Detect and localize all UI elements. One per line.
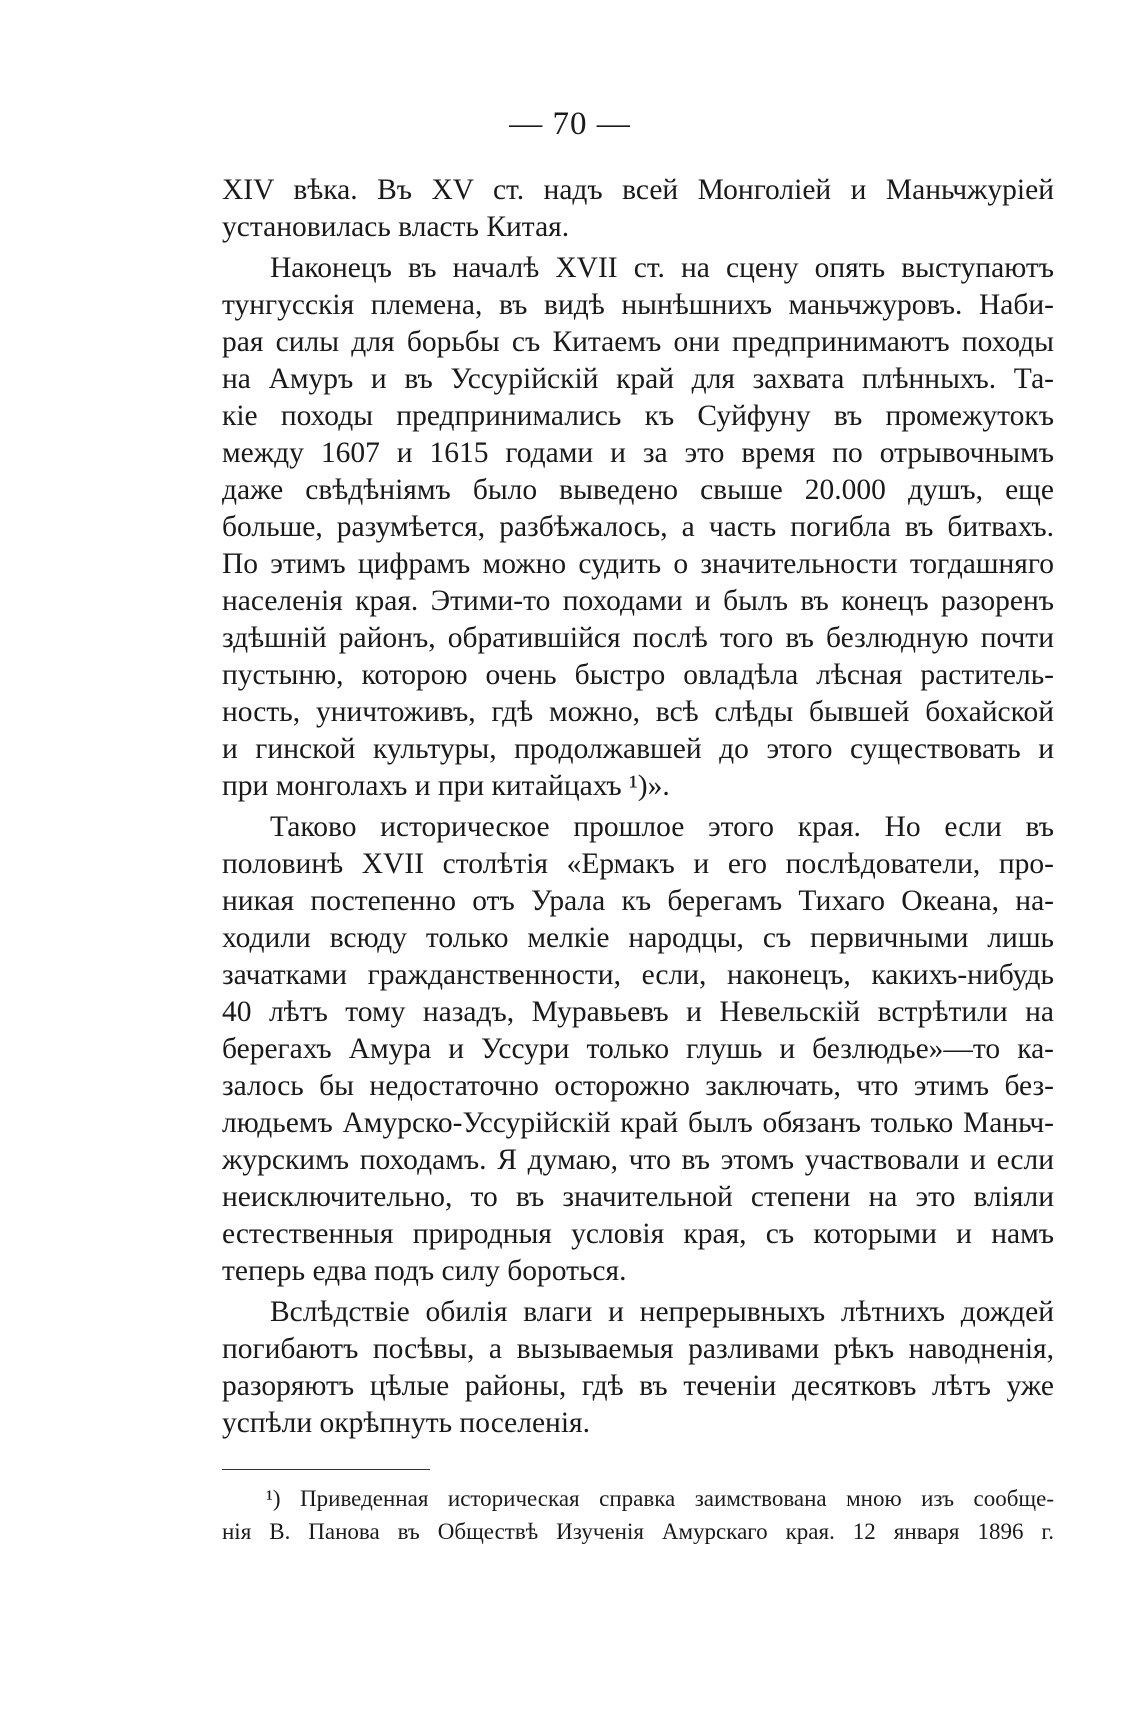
paragraph-1: [222, 172, 1054, 246]
text-line: журскимъ походамъ. Я думаю, что въ этомъ участвовали и если: [222, 1144, 1054, 1176]
text-line: ность, уничтоживъ, гдѣ можно, всѣ слѣды бывшей бохайской: [222, 696, 1054, 728]
text-line: на Амуръ и въ Уссурійскій край для захвата плѣнныхъ. Та-: [222, 363, 1054, 395]
text-line: естественныя природныя условія края, съ которыми и намъ: [222, 1218, 1054, 1250]
text-line: пустыню, которою очень быстро овладѣла лѣсная раститель-: [222, 659, 1054, 691]
text-line: при монголахъ и при китайцахъ ¹)».: [222, 770, 670, 802]
text-line: рая силы для борьбы съ Китаемъ они предпринимаютъ походы: [222, 326, 1054, 358]
text-line: людьемъ Амурско-Уссурійскій край былъ обязанъ только Маньч-: [222, 1107, 1054, 1139]
paragraph-2: [222, 250, 1054, 805]
text-line: населенія края. Этими-то походами и былъ въ конецъ разоренъ: [222, 585, 1054, 617]
text-line: даже свѣдѣніямъ было выведено свыше 20.000 душъ, еще: [222, 474, 1054, 506]
text-line: между 1607 и 1615 годами и за это время по отрывочнымъ: [222, 437, 1054, 469]
text-line: никая постепенно отъ Урала къ берегамъ Тихаго Океана, на-: [222, 885, 1054, 917]
text-line: установилась власть Китая.: [222, 211, 570, 243]
paragraph-3: [222, 809, 1054, 1290]
text-line: Наконецъ въ началѣ XVII ст. на сцену опять выступаютъ: [270, 252, 1054, 284]
text-line: и гинской культуры, продолжавшей до этого существовать и: [222, 733, 1054, 765]
text-line: ходили всюду только мелкіе народцы, съ первичными лишь: [222, 922, 1054, 954]
text-line: 40 лѣтъ тому назадъ, Муравьевъ и Невельскій встрѣтили на: [222, 996, 1054, 1028]
body-text: [222, 172, 1054, 1442]
text-line: неисключительно, то въ значительной степени на это вліяли: [222, 1181, 1054, 1213]
paragraph-4: [222, 1294, 1054, 1442]
footnote: [222, 1482, 1054, 1548]
text-line: Вслѣдствіе обилія влаги и непрерывныхъ лѣтнихъ дождей: [270, 1296, 1054, 1328]
text-line: залось бы недостаточно осторожно заключать, что этимъ без-: [222, 1070, 1054, 1102]
footnote-line: ¹) Приведенная историческая справка заимствована мною изъ сообще-: [266, 1486, 1054, 1511]
text-line: зачатками гражданственности, если, наконецъ, какихъ-нибудь: [222, 959, 1054, 991]
text-line: половинѣ XVII столѣтія «Ермакъ и его послѣдователи, про-: [222, 848, 1054, 880]
text-line: тунгусскія племена, въ видѣ нынѣшнихъ маньчжуровъ. Наби-: [222, 289, 1054, 321]
text-line: кіе походы предпринимались къ Суйфуну въ промежутокъ: [222, 400, 1054, 432]
text-line: разоряютъ цѣлые районы, гдѣ въ теченіи десятковъ лѣтъ уже: [222, 1370, 1054, 1402]
footnote-separator: [222, 1469, 430, 1470]
text-line: XIV вѣка. Въ XV ст. надъ всей Монголіей и Маньчжуріей: [222, 174, 1054, 206]
text-line: теперь едва подъ силу бороться.: [222, 1255, 627, 1287]
page-number: — 70 —: [509, 106, 631, 142]
text-line: больше, разумѣется, разбѣжалось, а часть погибла въ битвахъ.: [222, 511, 1054, 543]
text-line: По этимъ цифрамъ можно судить о значительности тогдашняго: [222, 548, 1054, 580]
text-line: успѣли окрѣпнуть поселенія.: [222, 1407, 590, 1439]
text-line: здѣшній районъ, обратившійся послѣ того въ безлюдную почти: [222, 622, 1054, 654]
text-line: погибаютъ посѣвы, а вызываемыя разливами рѣкъ наводненія,: [222, 1333, 1054, 1365]
text-line: Таково историческое прошлое этого края. Но если въ: [270, 811, 1054, 843]
text-line: берегахъ Амура и Уссури только глушь и безлюдье»—то ка-: [222, 1033, 1054, 1065]
footnote-line: нія В. Панова въ Обществѣ Изученія Амурскаго края. 12 января 1896 г.: [222, 1519, 1054, 1544]
